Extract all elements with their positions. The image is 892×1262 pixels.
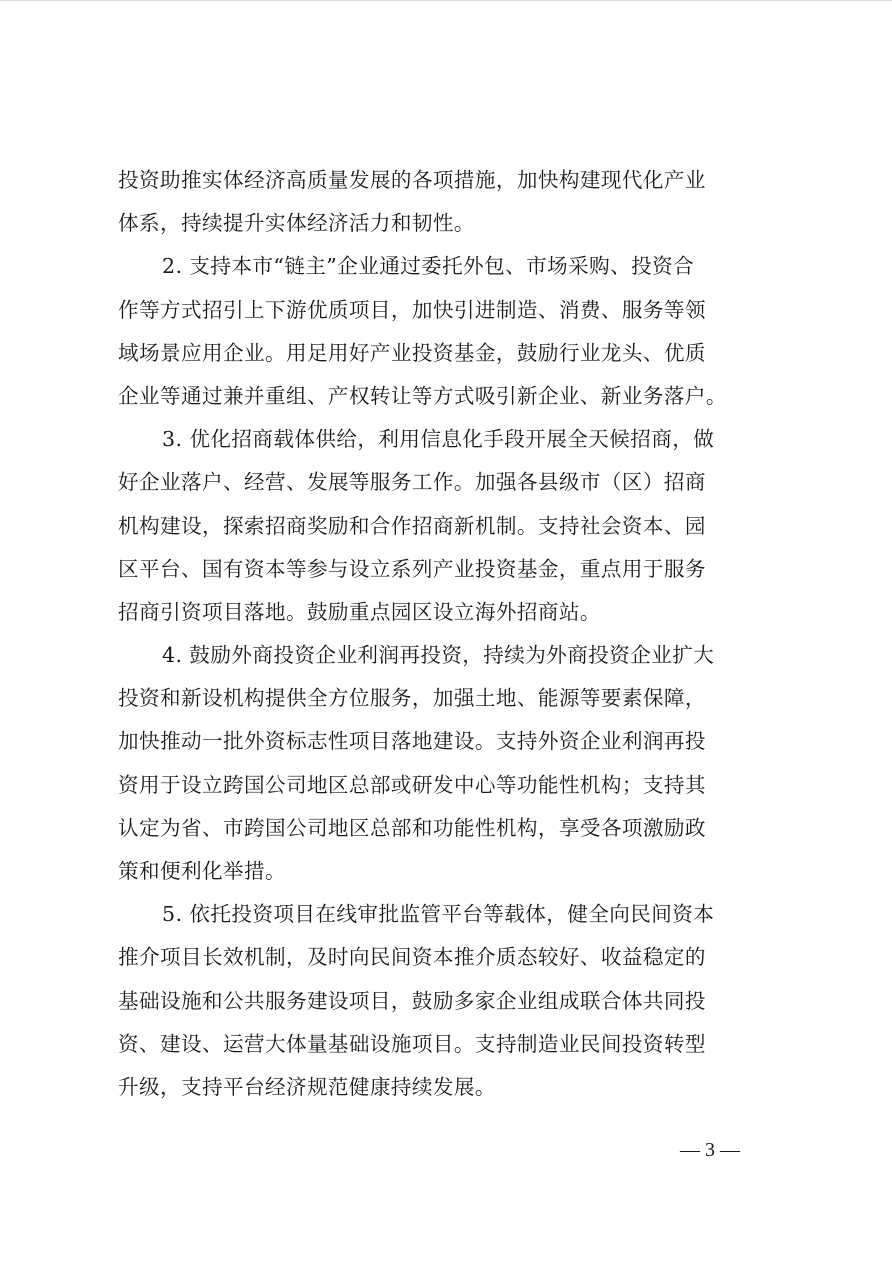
paragraph [118,893,778,1109]
text-line: 资用于设立跨国公司地区总部或研发中心等功能性机构；支持其 [118,772,706,797]
text-line: 资、建设、运营大体量基础设施项目。支持制造业民间投资转型 [118,1031,706,1056]
text-line: 作等方式招引上下游优质项目，加快引进制造、消费、服务等领 [118,297,706,322]
paragraph [118,634,778,893]
text-line: 招商引资项目落地。鼓励重点园区设立海外招商站。 [118,599,601,624]
paragraph [118,159,778,245]
text-line: 好企业落户、经营、发展等服务工作。加强各县级市（区）招商 [118,470,706,495]
text-line: 加快推动一批外资标志性项目落地建设。支持外资企业利润再投 [118,729,706,754]
text-line: 基础设施和公共服务建设项目，鼓励多家企业组成联合体共同投 [118,988,706,1013]
text-line: 投资助推实体经济高质量发展的各项措施，加快构建现代化产业 [118,168,706,192]
text-line: 域场景应用企业。用足用好产业投资基金，鼓励行业龙头、优质 [118,340,706,365]
text-line: 4. 鼓励外商投资企业利润再投资，持续为外商投资企业扩大 [162,643,715,668]
text-line: 3. 优化招商载体供给，利用信息化手段开展全天候招商，做 [162,427,715,452]
text-line: 区平台、国有资本等参与设立系列产业投资基金，重点用于服务 [118,556,706,581]
paragraph [118,418,778,634]
paragraph [118,245,778,418]
text-line: 认定为省、市跨国公司地区总部和功能性机构，享受各项激励政 [118,815,706,840]
text-line: 企业等通过兼并重组、产权转让等方式吸引新企业、新业务落户。 [118,383,727,408]
text-line: 推介项目长效机制，及时向民间资本推介质态较好、收益稳定的 [118,945,706,970]
page-number: — 3 — [680,1139,740,1161]
text-line: 投资和新设机构提供全方位服务，加强土地、能源等要素保障， [118,686,706,711]
document-body [118,159,778,1109]
text-line: 体系，持续提升实体经济活力和韧性。 [118,211,475,236]
text-line: 机构建设，探索招商奖励和合作招商新机制。支持社会资本、园 [118,513,706,538]
text-line: 升级，支持平台经济规范健康持续发展。 [118,1074,496,1099]
text-line: 策和便利化举措。 [118,859,286,883]
text-line: 2. 支持本市“链主”企业通过委托外包、市场采购、投资合 [162,254,695,279]
text-line: 5. 依托投资项目在线审批监管平台等载体，健全向民间资本 [162,902,715,927]
